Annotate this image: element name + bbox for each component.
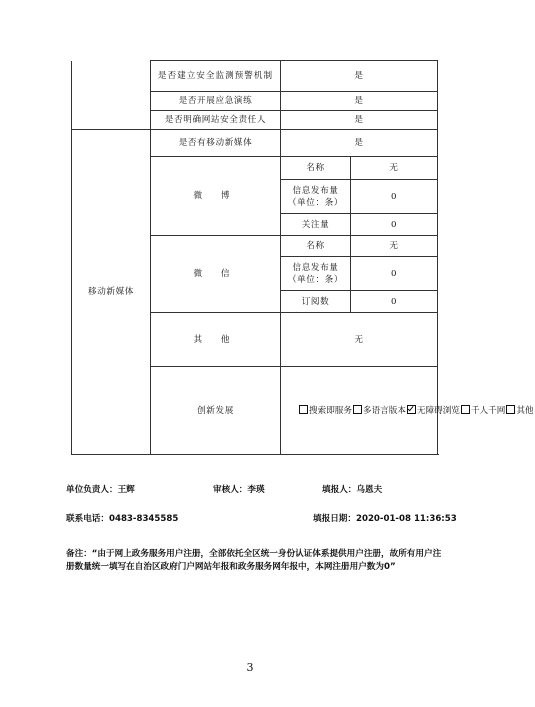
option-label: 多语言版本: [362, 405, 406, 416]
remark-note: 备注：“由于网上政务服务用户注册，全部依托全区统一身份认证体系提供用户注册，故所有用户注册数量统一填写在自治区政府门户网站年报和政务服务网年报中，本网注册用户数为0”: [66, 549, 442, 572]
reviewer-line: 审核人：李瑛: [213, 485, 265, 495]
field-value: 0: [351, 214, 438, 236]
field-value: 0: [351, 180, 438, 214]
option-label: 其他: [516, 405, 534, 416]
field-label: 订阅数: [281, 291, 351, 313]
row-value: 是: [281, 92, 438, 111]
fill-date: 2020-01-08 11:36:53: [355, 514, 457, 524]
unit-head-line: 单位负责人：王辉: [66, 485, 135, 495]
field-label: 信息发布量 （单位：条）: [281, 257, 351, 291]
row-label: 是否开展应急演练: [151, 92, 281, 111]
filler-line: 填报人：乌恩夫: [322, 485, 383, 495]
field-label: 信息发布量 （单位：条）: [281, 180, 351, 214]
table-row: [72, 130, 438, 157]
table-row: [72, 61, 438, 92]
field-value: 0: [351, 257, 438, 291]
field-label: 名称: [281, 236, 351, 257]
checkbox-checked-icon[interactable]: [407, 405, 416, 414]
page-number: 3: [246, 661, 254, 674]
checkbox-icon[interactable]: [299, 405, 308, 414]
other-value: 无: [281, 313, 438, 367]
field-value: 无: [351, 236, 438, 257]
phone-number: 0483-8345585: [108, 514, 179, 524]
checkbox-icon[interactable]: [353, 405, 362, 414]
row-value: 是: [281, 130, 438, 157]
row-value: 是: [281, 61, 438, 92]
field-label: 名称: [281, 157, 351, 180]
security-media-table: [71, 60, 534, 455]
checkbox-icon[interactable]: [461, 405, 470, 414]
date-line: 填报日期：2020-01-08 11:36:53: [313, 514, 457, 524]
innovation-label: 创新发展: [151, 367, 281, 455]
row-label: 是否建立安全监测预警机制: [151, 61, 281, 92]
other-label: 其 他: [151, 313, 281, 367]
field-value: 0: [351, 291, 438, 313]
field-label: 关注量: [281, 214, 351, 236]
filler-name: 乌恩夫: [356, 485, 383, 495]
weibo-label: 微 博: [151, 157, 281, 236]
unit-head-name: 王辉: [117, 485, 135, 495]
row-value: 是: [281, 111, 438, 130]
mobile-media-label: 移动新媒体: [72, 130, 151, 455]
option-label: 千人千网: [470, 405, 506, 416]
phone-line: 联系电话：0483-8345585: [66, 514, 179, 524]
row-label: 是否有移动新媒体: [151, 130, 281, 157]
checkbox-icon[interactable]: [506, 405, 515, 414]
row-label: 是否明确网站安全责任人: [151, 111, 281, 130]
reviewer-name: 李瑛: [247, 485, 265, 495]
option-label: 无障碍浏览: [416, 405, 460, 416]
innovation-options: [281, 367, 534, 455]
field-value: 无: [351, 157, 438, 180]
wechat-label: 微 信: [151, 236, 281, 313]
option-label: 搜索即服务: [309, 405, 352, 416]
